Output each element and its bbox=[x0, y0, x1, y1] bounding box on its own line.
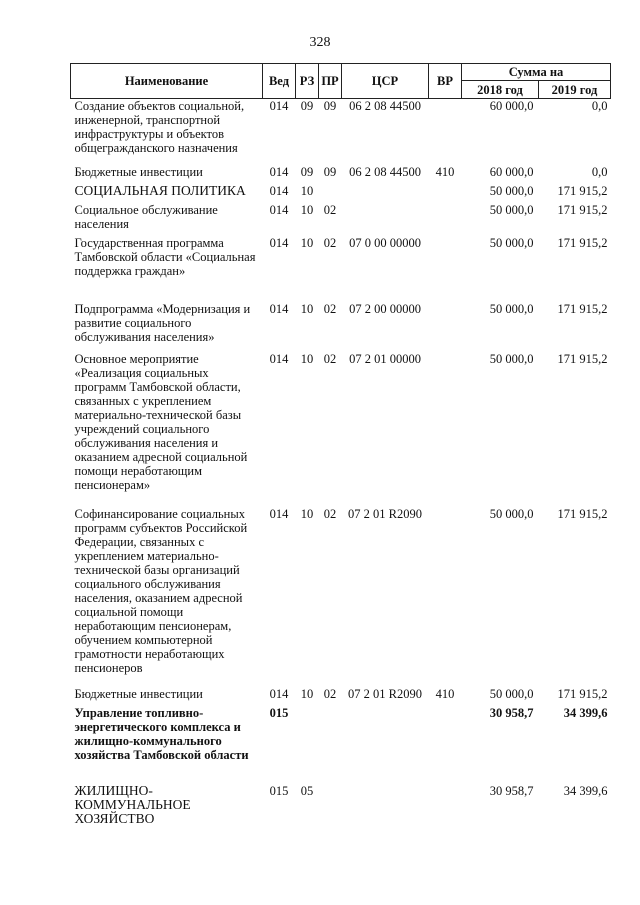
table-row bbox=[71, 352, 611, 507]
cell-ved: 014 bbox=[269, 301, 289, 316]
table-row bbox=[71, 302, 611, 352]
cell-pr: 09 bbox=[323, 99, 337, 113]
cell-sum-2019: 171 915,2 bbox=[557, 202, 608, 217]
cell-ved: 015 bbox=[269, 783, 289, 798]
cell-ved: 014 bbox=[269, 235, 289, 250]
cell-vr: 410 bbox=[435, 686, 455, 701]
cell-ved: 014 bbox=[269, 202, 289, 217]
table-row bbox=[71, 203, 611, 236]
cell-sum-2019: 171 915,2 bbox=[557, 351, 608, 366]
table-row bbox=[71, 236, 611, 302]
cell-pr: 09 bbox=[323, 164, 337, 179]
col-header-2018: 2018 год bbox=[462, 81, 539, 99]
cell-pr: 02 bbox=[323, 686, 337, 701]
table-row bbox=[71, 687, 611, 706]
cell-pr bbox=[319, 784, 342, 836]
table-row bbox=[71, 784, 611, 836]
cell-name: Основное мероприятие «Реализация социальных программ Тамбовской области, связанных с укреплением материально-технической базы учреждений социального обслуживания населения и оказанием адресной социальной помощи неработающим пенсионерам» bbox=[74, 351, 248, 492]
cell-rz: 09 bbox=[300, 99, 314, 113]
cell-sum-2019: 34 399,6 bbox=[563, 705, 608, 720]
cell-pr: 02 bbox=[323, 202, 337, 217]
cell-name: Бюджетные инвестиции bbox=[74, 164, 203, 179]
cell-sum-2018: 50 000,0 bbox=[489, 183, 534, 198]
cell-csr: 07 2 01 R2090 bbox=[348, 506, 422, 521]
col-header-name: Наименование bbox=[71, 64, 263, 99]
cell-vr bbox=[429, 706, 462, 784]
cell-rz: 10 bbox=[300, 506, 314, 521]
cell-sum-2019: 0,0 bbox=[591, 99, 608, 113]
cell-name: Софинансирование социальных программ субъектов Российской Федерации, связанных с укреплением материально-технической базы организаций социального обслуживания населения, оказанием адресной социальной помощи неработающим пенсионерам, обучением компьютерной грамотности неработающих пенсионеров bbox=[74, 506, 248, 675]
cell-sum-2019: 171 915,2 bbox=[557, 301, 608, 316]
cell-name: ЖИЛИЩНО-КОММУНАЛЬНОЕ ХОЗЯЙСТВО bbox=[74, 782, 191, 826]
cell-vr: 410 bbox=[435, 164, 455, 179]
cell-vr bbox=[429, 784, 462, 836]
cell-sum-2019: 171 915,2 bbox=[557, 686, 608, 701]
table-row bbox=[71, 99, 611, 165]
budget-table bbox=[70, 63, 611, 836]
cell-rz: 10 bbox=[300, 686, 314, 701]
cell-csr bbox=[342, 706, 429, 784]
cell-rz: 10 bbox=[300, 202, 314, 217]
cell-pr bbox=[319, 706, 342, 784]
cell-csr: 07 2 01 00000 bbox=[349, 351, 421, 366]
cell-pr: 02 bbox=[323, 301, 337, 316]
col-header-vr: ВР bbox=[429, 64, 462, 99]
cell-rz bbox=[296, 706, 319, 784]
cell-name: Создание объектов социальной, инженерной, транспортной инфраструктуры и объектов общегражданского назначения bbox=[74, 99, 245, 155]
cell-sum-2018: 50 000,0 bbox=[489, 351, 534, 366]
cell-csr: 06 2 08 44500 bbox=[349, 164, 421, 179]
table-body bbox=[71, 99, 611, 836]
cell-ved: 014 bbox=[269, 183, 289, 198]
col-header-pr: ПР bbox=[319, 64, 342, 99]
cell-vr bbox=[429, 184, 462, 203]
cell-rz: 10 bbox=[300, 183, 314, 198]
col-header-sum: Сумма на bbox=[462, 64, 611, 81]
table-row bbox=[71, 507, 611, 687]
cell-ved: 014 bbox=[269, 351, 289, 366]
cell-pr bbox=[319, 184, 342, 203]
cell-csr: 07 2 01 R2090 bbox=[348, 686, 422, 701]
cell-sum-2019: 34 399,6 bbox=[563, 783, 608, 798]
cell-sum-2018: 30 958,7 bbox=[489, 783, 534, 798]
cell-vr bbox=[429, 352, 462, 507]
cell-vr bbox=[429, 507, 462, 687]
cell-csr: 06 2 08 44500 bbox=[349, 99, 421, 113]
cell-rz: 10 bbox=[300, 301, 314, 316]
page-number: 328 bbox=[309, 35, 331, 50]
cell-pr: 02 bbox=[323, 506, 337, 521]
cell-rz: 09 bbox=[300, 164, 314, 179]
cell-name: Бюджетные инвестиции bbox=[74, 686, 203, 701]
cell-pr: 02 bbox=[323, 351, 337, 366]
cell-name: Социальное обслуживание населения bbox=[74, 202, 218, 231]
cell-sum-2018: 50 000,0 bbox=[489, 202, 534, 217]
cell-sum-2018: 60 000,0 bbox=[489, 164, 534, 179]
cell-sum-2018: 60 000,0 bbox=[489, 99, 534, 113]
cell-rz: 10 bbox=[300, 235, 314, 250]
cell-sum-2018: 50 000,0 bbox=[489, 235, 534, 250]
table-row bbox=[71, 706, 611, 784]
cell-csr bbox=[342, 203, 429, 236]
cell-name: Подпрограмма «Модернизация и развитие социального обслуживания населения» bbox=[74, 301, 251, 344]
cell-rz: 10 bbox=[300, 351, 314, 366]
cell-vr bbox=[429, 302, 462, 352]
cell-name: СОЦИАЛЬНАЯ ПОЛИТИКА bbox=[74, 182, 246, 198]
table-row bbox=[71, 165, 611, 184]
col-header-csr: ЦСР bbox=[342, 64, 429, 99]
cell-ved: 014 bbox=[269, 99, 289, 113]
cell-sum-2019: 171 915,2 bbox=[557, 506, 608, 521]
cell-ved: 015 bbox=[269, 705, 289, 720]
cell-ved: 014 bbox=[269, 506, 289, 521]
cell-pr: 02 bbox=[323, 235, 337, 250]
cell-name: Государственная программа Тамбовской области «Социальная поддержка граждан» bbox=[74, 235, 256, 278]
cell-sum-2018: 30 958,7 bbox=[489, 705, 534, 720]
cell-csr bbox=[342, 184, 429, 203]
cell-sum-2019: 171 915,2 bbox=[557, 235, 608, 250]
cell-ved: 014 bbox=[269, 686, 289, 701]
col-header-2019: 2019 год bbox=[539, 81, 611, 99]
cell-vr bbox=[429, 203, 462, 236]
col-header-ved: Вед bbox=[263, 64, 296, 99]
cell-name: Управление топливно-энергетического комплекса и жилищно-коммунального хозяйства Тамбовской области bbox=[74, 705, 249, 762]
table-header bbox=[71, 64, 611, 99]
cell-ved: 014 bbox=[269, 164, 289, 179]
cell-sum-2018: 50 000,0 bbox=[489, 506, 534, 521]
cell-csr bbox=[342, 784, 429, 836]
table-row bbox=[71, 184, 611, 203]
cell-vr bbox=[429, 99, 462, 165]
cell-sum-2019: 171 915,2 bbox=[557, 183, 608, 198]
cell-csr: 07 0 00 00000 bbox=[349, 235, 421, 250]
cell-csr: 07 2 00 00000 bbox=[349, 301, 421, 316]
cell-rz: 05 bbox=[300, 783, 314, 798]
cell-sum-2018: 50 000,0 bbox=[489, 301, 534, 316]
col-header-rz: РЗ bbox=[296, 64, 319, 99]
cell-sum-2018: 50 000,0 bbox=[489, 686, 534, 701]
cell-sum-2019: 0,0 bbox=[591, 164, 608, 179]
cell-vr bbox=[429, 236, 462, 302]
